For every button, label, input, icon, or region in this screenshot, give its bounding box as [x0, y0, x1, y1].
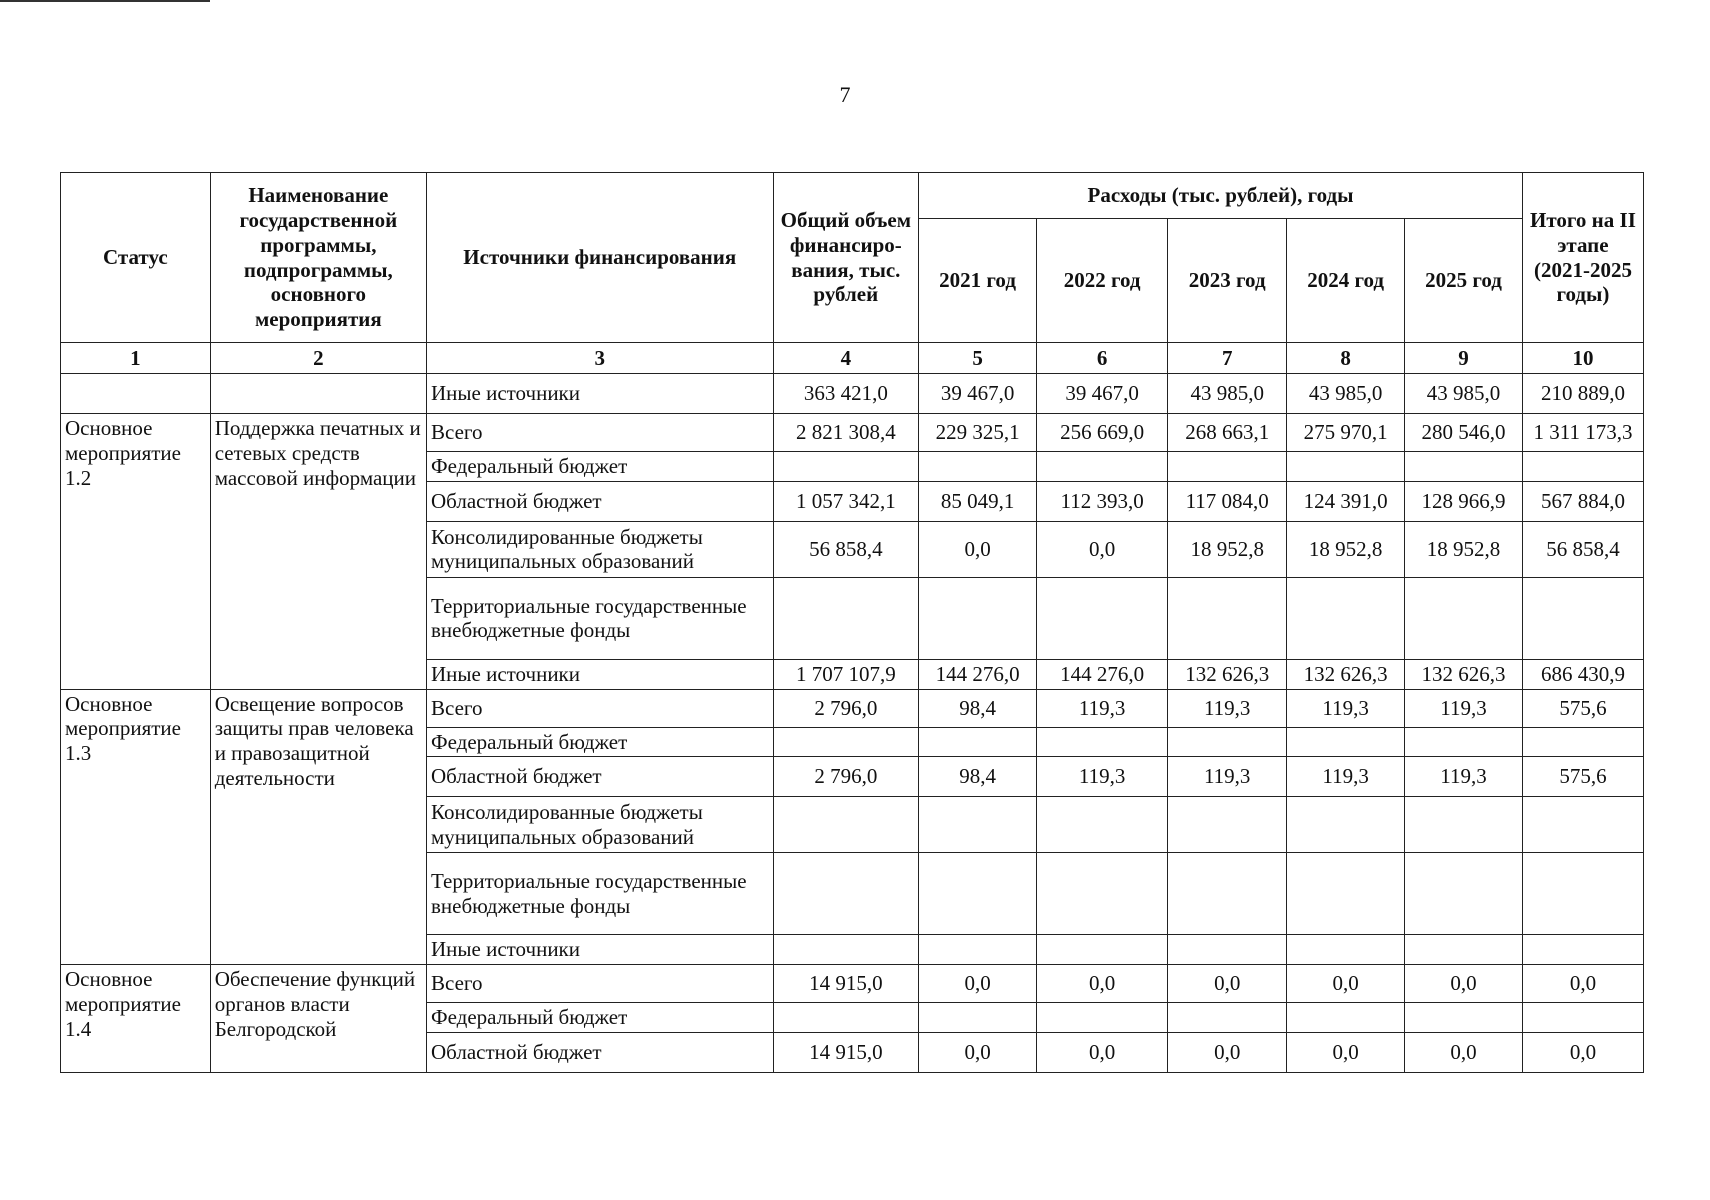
- value-cell: [1522, 853, 1643, 935]
- value-cell: [1168, 452, 1287, 482]
- column-number: 10: [1522, 343, 1643, 374]
- value-cell: [773, 452, 919, 482]
- value-cell: 132 626,3: [1287, 659, 1405, 689]
- status-cell: Основное мероприятие 1.3: [61, 689, 211, 965]
- column-number: 7: [1168, 343, 1287, 374]
- value-cell: 0,0: [1037, 965, 1168, 1003]
- source-cell: Областной бюджет: [427, 481, 774, 521]
- value-cell: 0,0: [1405, 1032, 1523, 1072]
- value-cell: 2 796,0: [773, 689, 919, 727]
- scan-edge-line: [0, 0, 210, 2]
- value-cell: [1037, 577, 1168, 659]
- value-cell: 567 884,0: [1522, 481, 1643, 521]
- header-name: Наименование государственной программы, подпрограммы, основного мероприятия: [210, 173, 426, 343]
- column-number: 5: [919, 343, 1037, 374]
- table-body: [61, 374, 1644, 1073]
- value-cell: 256 669,0: [1037, 414, 1168, 452]
- value-cell: 119,3: [1287, 757, 1405, 797]
- value-cell: 2 821 308,4: [773, 414, 919, 452]
- carry-name-cell: [210, 374, 426, 414]
- value-cell: [1168, 797, 1287, 853]
- measure-name-cell: Освещение вопросов защиты прав человека и правозащитной деятельности: [210, 689, 426, 965]
- source-cell: Федеральный бюджет: [427, 452, 774, 482]
- value-cell: [773, 853, 919, 935]
- table-row: [61, 689, 1644, 727]
- column-number: 2: [210, 343, 426, 374]
- value-cell: [1037, 853, 1168, 935]
- column-number: 1: [61, 343, 211, 374]
- value-cell: 268 663,1: [1168, 414, 1287, 452]
- carry-value: 43 985,0: [1287, 374, 1405, 414]
- value-cell: [919, 853, 1037, 935]
- source-cell: Территориальные государственные внебюджетные фонды: [427, 853, 774, 935]
- value-cell: 14 915,0: [773, 965, 919, 1003]
- value-cell: 0,0: [919, 521, 1037, 577]
- value-cell: [1522, 935, 1643, 965]
- value-cell: [1287, 1003, 1405, 1033]
- value-cell: 575,6: [1522, 689, 1643, 727]
- value-cell: [919, 1003, 1037, 1033]
- value-cell: [919, 452, 1037, 482]
- source-cell: Консолидированные бюджеты муниципальных образований: [427, 797, 774, 853]
- column-number: 8: [1287, 343, 1405, 374]
- value-cell: 112 393,0: [1037, 481, 1168, 521]
- value-cell: 119,3: [1287, 689, 1405, 727]
- value-cell: 119,3: [1405, 689, 1523, 727]
- value-cell: 0,0: [1168, 1032, 1287, 1072]
- value-cell: [1405, 727, 1523, 757]
- value-cell: [1037, 727, 1168, 757]
- carry-value: 210 889,0: [1522, 374, 1643, 414]
- value-cell: 124 391,0: [1287, 481, 1405, 521]
- value-cell: [1522, 452, 1643, 482]
- source-cell: Областной бюджет: [427, 1032, 774, 1072]
- value-cell: [773, 1003, 919, 1033]
- value-cell: 14 915,0: [773, 1032, 919, 1072]
- value-cell: [1168, 935, 1287, 965]
- column-number: 9: [1405, 343, 1523, 374]
- source-cell: Территориальные государственные внебюджетные фонды: [427, 577, 774, 659]
- value-cell: [1287, 797, 1405, 853]
- value-cell: 2 796,0: [773, 757, 919, 797]
- value-cell: [1168, 577, 1287, 659]
- source-cell: Иные источники: [427, 935, 774, 965]
- column-number: 6: [1037, 343, 1168, 374]
- value-cell: 18 952,8: [1168, 521, 1287, 577]
- value-cell: [1287, 577, 1405, 659]
- header-status: Статус: [61, 173, 211, 343]
- value-cell: [1287, 935, 1405, 965]
- carry-row: [61, 374, 1644, 414]
- value-cell: 119,3: [1405, 757, 1523, 797]
- value-cell: 0,0: [1405, 965, 1523, 1003]
- value-cell: 117 084,0: [1168, 481, 1287, 521]
- value-cell: 280 546,0: [1405, 414, 1523, 452]
- value-cell: [1168, 727, 1287, 757]
- value-cell: 0,0: [1287, 965, 1405, 1003]
- value-cell: 119,3: [1037, 689, 1168, 727]
- carry-status-cell: [61, 374, 211, 414]
- header-sources: Источники финансирования: [427, 173, 774, 343]
- value-cell: 98,4: [919, 757, 1037, 797]
- value-cell: 1 057 342,1: [773, 481, 919, 521]
- status-cell: Основное мероприятие 1.2: [61, 414, 211, 690]
- value-cell: [773, 935, 919, 965]
- value-cell: 1 311 173,3: [1522, 414, 1643, 452]
- value-cell: 119,3: [1037, 757, 1168, 797]
- value-cell: 56 858,4: [1522, 521, 1643, 577]
- value-cell: 0,0: [919, 965, 1037, 1003]
- value-cell: [1522, 727, 1643, 757]
- value-cell: 18 952,8: [1405, 521, 1523, 577]
- value-cell: [1168, 853, 1287, 935]
- header-year-2021: 2021 год: [919, 219, 1037, 343]
- value-cell: 0,0: [919, 1032, 1037, 1072]
- value-cell: 119,3: [1168, 757, 1287, 797]
- value-cell: [773, 577, 919, 659]
- value-cell: [1522, 1003, 1643, 1033]
- financing-table: [60, 172, 1644, 1073]
- source-cell: Консолидированные бюджеты муниципальных образований: [427, 521, 774, 577]
- value-cell: [1405, 452, 1523, 482]
- value-cell: [1037, 797, 1168, 853]
- value-cell: 98,4: [919, 689, 1037, 727]
- header-year-2023: 2023 год: [1168, 219, 1287, 343]
- column-number: 3: [427, 343, 774, 374]
- value-cell: 275 970,1: [1287, 414, 1405, 452]
- value-cell: [1287, 853, 1405, 935]
- value-cell: [1287, 452, 1405, 482]
- source-cell: Федеральный бюджет: [427, 1003, 774, 1033]
- value-cell: [773, 727, 919, 757]
- column-number-row: [61, 343, 1644, 374]
- value-cell: [1168, 1003, 1287, 1033]
- value-cell: [1405, 935, 1523, 965]
- value-cell: 0,0: [1522, 1032, 1643, 1072]
- value-cell: 85 049,1: [919, 481, 1037, 521]
- value-cell: 229 325,1: [919, 414, 1037, 452]
- value-cell: 144 276,0: [1037, 659, 1168, 689]
- value-cell: 0,0: [1168, 965, 1287, 1003]
- value-cell: 119,3: [1168, 689, 1287, 727]
- header-year-2022: 2022 год: [1037, 219, 1168, 343]
- value-cell: 0,0: [1522, 965, 1643, 1003]
- table-row: [61, 965, 1644, 1003]
- value-cell: 56 858,4: [773, 521, 919, 577]
- carry-value: 39 467,0: [919, 374, 1037, 414]
- carry-value: 43 985,0: [1168, 374, 1287, 414]
- value-cell: [919, 935, 1037, 965]
- value-cell: [1405, 577, 1523, 659]
- carry-value: 39 467,0: [1037, 374, 1168, 414]
- value-cell: [1405, 797, 1523, 853]
- measure-name-cell: Обеспечение функций органов власти Белгородской: [210, 965, 426, 1073]
- header-year-2024: 2024 год: [1287, 219, 1405, 343]
- value-cell: 0,0: [1287, 1032, 1405, 1072]
- source-cell: Областной бюджет: [427, 757, 774, 797]
- value-cell: 686 430,9: [1522, 659, 1643, 689]
- value-cell: 575,6: [1522, 757, 1643, 797]
- table-row: [61, 414, 1644, 452]
- source-cell: Всего: [427, 689, 774, 727]
- source-cell: Федеральный бюджет: [427, 727, 774, 757]
- value-cell: [1287, 727, 1405, 757]
- value-cell: [1037, 452, 1168, 482]
- status-cell: Основное мероприятие 1.4: [61, 965, 211, 1073]
- value-cell: 128 966,9: [1405, 481, 1523, 521]
- value-cell: [773, 797, 919, 853]
- value-cell: [919, 797, 1037, 853]
- value-cell: 132 626,3: [1405, 659, 1523, 689]
- value-cell: 0,0: [1037, 1032, 1168, 1072]
- measure-name-cell: Поддержка печатных и сетевых средств массовой информации: [210, 414, 426, 690]
- value-cell: [1522, 577, 1643, 659]
- column-number: 4: [773, 343, 919, 374]
- carry-value: 43 985,0: [1405, 374, 1523, 414]
- header-stage-total: Итого на II этапе (2021-2025 годы): [1522, 173, 1643, 343]
- value-cell: [1405, 1003, 1523, 1033]
- value-cell: [919, 727, 1037, 757]
- carry-value: 363 421,0: [773, 374, 919, 414]
- value-cell: [1405, 853, 1523, 935]
- source-cell: Всего: [427, 414, 774, 452]
- source-cell: Иные источники: [427, 659, 774, 689]
- header-year-2025: 2025 год: [1405, 219, 1523, 343]
- value-cell: [1037, 1003, 1168, 1033]
- header-expenses-group: Расходы (тыс. рублей), годы: [919, 173, 1523, 219]
- value-cell: 1 707 107,9: [773, 659, 919, 689]
- value-cell: 0,0: [1037, 521, 1168, 577]
- page-number: 7: [839, 82, 851, 107]
- value-cell: [1522, 797, 1643, 853]
- value-cell: 144 276,0: [919, 659, 1037, 689]
- value-cell: 132 626,3: [1168, 659, 1287, 689]
- value-cell: [919, 577, 1037, 659]
- carry-source: Иные источники: [427, 374, 774, 414]
- header-total-volume: Общий объем финансиро-вания, тыс. рублей: [773, 173, 919, 343]
- source-cell: Всего: [427, 965, 774, 1003]
- value-cell: 18 952,8: [1287, 521, 1405, 577]
- value-cell: [1037, 935, 1168, 965]
